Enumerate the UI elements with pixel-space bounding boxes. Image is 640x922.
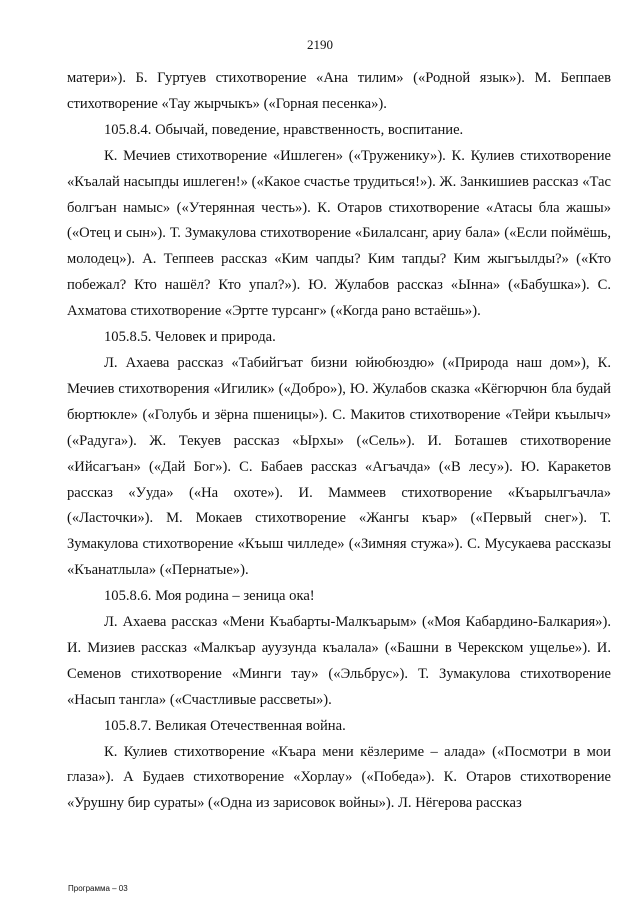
paragraph-section-105-8-7: К. Кулиев стихотворение «Къара мени кёзлериме – алада» («Посмотри в мои глаза»). А Будаев стихотворение «Хорлау» («Победа»). К. Отаров стихотворение «Урушну бир сураты» («Одна из зарисовок войны»). Л. Нёгерова рассказ xyxy=(67,743,611,812)
page-number: 2190 xyxy=(307,37,333,52)
paragraph-section-105-8-5: Л. Ахаева рассказ «Табийгъат бизни юйюбюздю» («Природа наш дом»), К. Мечиев стихотворения «Игилик» («Добро»), Ю. Жулабов сказка «Кёгюрчюн бла будай бюртюкле» («Голубь и зёрна пшеницы»). С. Макитов стихотворение «Тейри къылыч» («Радуга»). Ж. Текуев рассказ «Ырхы» («Сель»). И. Боташев стихотворение «Ийсагъан» («Дай Бог»). С. Бабаев рассказ «Агъачда» («В лесу»). Ю. Каракетов рассказ «Ууда» («На охоте»). И. Маммеев стихотворение «Къарылгъачла» («Ласточки»). М. Мокаев стихотворение «Жангы къар» («Первый снег»). Т. Зумакулова стихотворение «Къыш чилледе» («Зимняя стужа»). С. Мусукаева рассказы «Къанатлыла» («Пернатые»). xyxy=(67,354,611,579)
page-footer: Программа – 03 xyxy=(68,884,128,893)
paragraph-section-105-8-4: К. Мечиев стихотворение «Ишлеген» («Труженику»). К. Кулиев стихотворение «Къалай насыпды ишлеген!» («Какое счастье трудиться!»). Ж. Занкишиев рассказ «Тас болгъан намыс» («Утерянная честь»). К. Отаров стихотворение «Атасы бла жашы» («Отец и сын»). Т. Зумакулова стихотворение «Билалсанг, ариу бала» («Если поймёшь, молодец»). А. Теппеев рассказ «Ким чапды? Ким тапды? Ким жыгъылды?» («Кто побежал? Кто нашёл? Кто упал?»). Ю. Жулабов рассказ «Ынна» («Бабушка»). С. Ахматова стихотворение «Эртте турсанг» («Когда рано встаёшь»). xyxy=(67,147,611,320)
section-heading-105-8-6: 105.8.6. Моя родина – зеница ока! xyxy=(104,588,315,605)
paragraph-section-105-8-6: Л. Ахаева рассказ «Мени Къабарты-Малкъарым» («Моя Кабардино-Балкария»). И. Мизиев рассказ «Малкъар ауузунда къалала» («Башни в Черекском ущелье»). И. Семенов стихотворение «Минги тау» («Эльбрус»). Т. Зумакулова стихотворение «Насып тангла» («Счастливые рассветы»). xyxy=(67,614,611,708)
section-heading-105-8-4: 105.8.4. Обычай, поведение, нравственность, воспитание. xyxy=(104,121,464,138)
section-heading-105-8-5: 105.8.5. Человек и природа. xyxy=(104,329,276,346)
page-body xyxy=(67,66,611,817)
paragraph-continuation: матери»). Б. Гуртуев стихотворение «Ана тилим» («Родной язык»). М. Беппаев стихотворение «Тау жырчыкъ» («Горная песенка»). xyxy=(67,70,611,112)
section-heading-105-8-7: 105.8.7. Великая Отечественная война. xyxy=(104,717,346,734)
